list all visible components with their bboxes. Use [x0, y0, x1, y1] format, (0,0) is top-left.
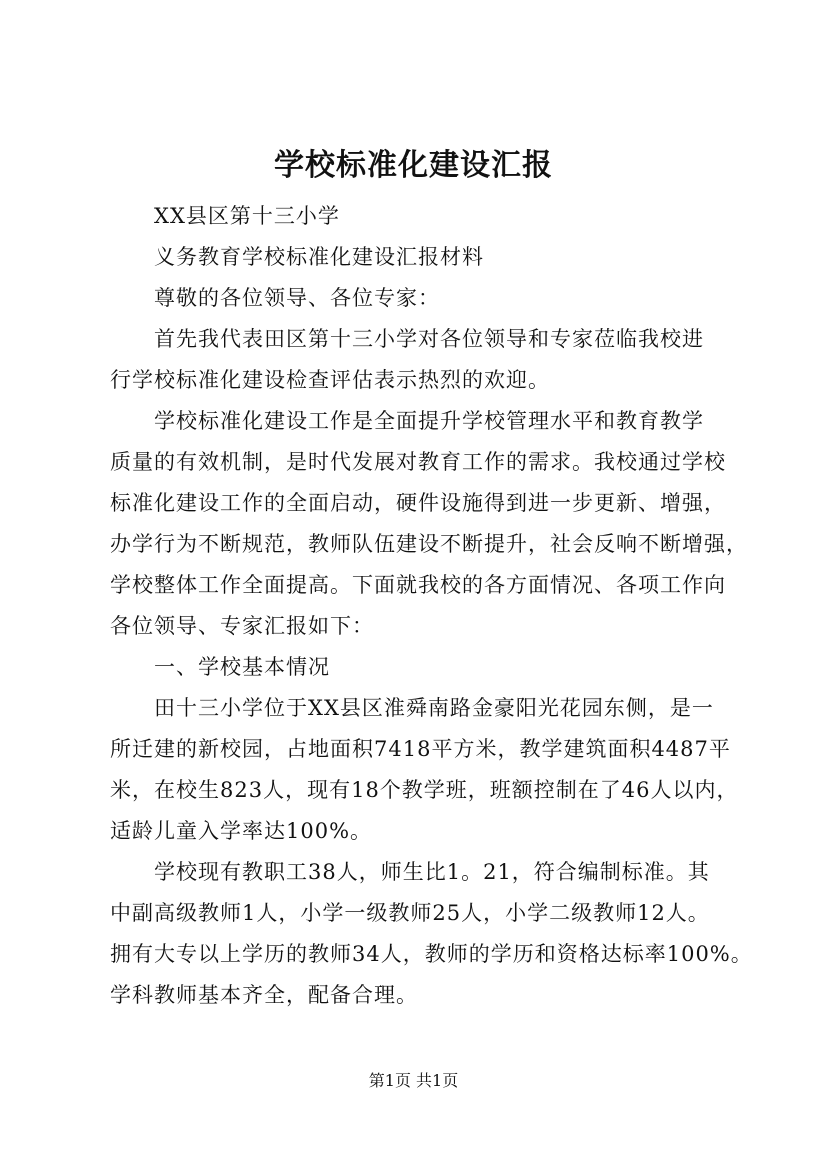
paragraph-2-line-3: 标准化建设工作的全面启动，硬件设施得到进一步更新、增强， [110, 491, 726, 515]
paragraph-2-line-6: 各位领导、专家汇报如下： [110, 614, 374, 638]
paragraph-3-line-1: 田十三小学位于XX县区淮舜南路金豪阳光花园东侧，是一 [154, 696, 714, 720]
section-heading-1: 一、学校基本情况 [154, 655, 330, 679]
paragraph-2-line-5: 学校整体工作全面提高。下面就我校的各方面情况、各项工作向 [110, 573, 726, 597]
paragraph-1-line-2: 行学校标准化建设检查评估表示热烈的欢迎。 [110, 368, 550, 392]
paragraph-2-line-2: 质量的有效机制，是时代发展对教育工作的需求。我校通过学校 [110, 450, 726, 474]
paragraph-4-line-1: 学校现有教职工38人，师生比1。21，符合编制标准。其 [154, 860, 710, 884]
document-subtitle: 义务教育学校标准化建设汇报材料 [154, 245, 484, 269]
salutation: 尊敬的各位领导、各位专家： [154, 286, 440, 310]
paragraph-3-line-2: 所迁建的新校园，占地面积7418平方米，教学建筑面积4487平 [110, 737, 731, 761]
paragraph-3-line-3: 米，在校生823人，现有18个教学班，班额控制在了46人以内， [110, 778, 739, 802]
paragraph-3-line-4: 适龄儿童入学率达100%。 [110, 819, 373, 843]
page-footer: 第1页 共1页 [368, 1071, 459, 1090]
paragraph-4-line-3: 拥有大专以上学历的教师34人，教师的学历和资格达标率100%。 [110, 942, 753, 966]
paragraph-4-line-2: 中副高级教师1人，小学一级教师25人，小学二级教师12人。 [110, 901, 710, 925]
paragraph-2-line-1: 学校标准化建设工作是全面提升学校管理水平和教育教学 [154, 409, 704, 433]
document-body [110, 196, 760, 1016]
paragraph-2-line-4: 办学行为不断规范，教师队伍建设不断提升，社会反响不断增强， [110, 532, 748, 556]
school-name: XX县区第十三小学 [154, 204, 340, 228]
paragraph-4-line-4: 学科教师基本齐全，配备合理。 [110, 983, 418, 1007]
paragraph-1-line-1: 首先我代表田区第十三小学对各位领导和专家莅临我校进 [154, 327, 704, 351]
document-title: 学校标准化建设汇报 [274, 148, 553, 183]
